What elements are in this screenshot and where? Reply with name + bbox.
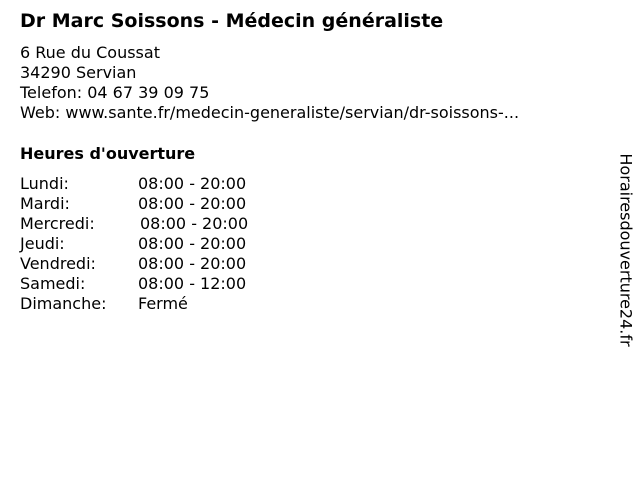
time-value: 08:00 - 20:00 [138, 254, 247, 273]
opening-hours-heading: Heures d'ouverture [20, 144, 196, 163]
site-watermark: Horairesdouverture24.fr [616, 153, 636, 347]
time-value: 08:00 - 20:00 [138, 234, 247, 253]
day-label: Jeudi: [20, 234, 65, 253]
day-label: Mercredi: [20, 214, 95, 233]
time-value: Fermé [138, 294, 188, 313]
day-label: Vendredi: [20, 254, 96, 273]
time-value: 08:00 - 20:00 [138, 174, 247, 193]
day-label: Samedi: [20, 274, 86, 293]
website-link[interactable]: Web: www.sante.fr/medecin-generaliste/servian/dr-soissons-... [20, 103, 520, 122]
day-label: Lundi: [20, 174, 69, 193]
phone-number: Telefon: 04 67 39 09 75 [20, 83, 210, 102]
time-value: 08:00 - 20:00 [138, 194, 247, 213]
address-street: 6 Rue du Coussat [20, 43, 160, 62]
address-city: 34290 Servian [20, 63, 137, 82]
day-label: Mardi: [20, 194, 70, 213]
time-value: 08:00 - 20:00 [140, 214, 249, 233]
page-title: Dr Marc Soissons - Médecin généraliste [20, 10, 444, 32]
day-label: Dimanche: [20, 294, 107, 313]
time-value: 08:00 - 12:00 [138, 274, 247, 293]
